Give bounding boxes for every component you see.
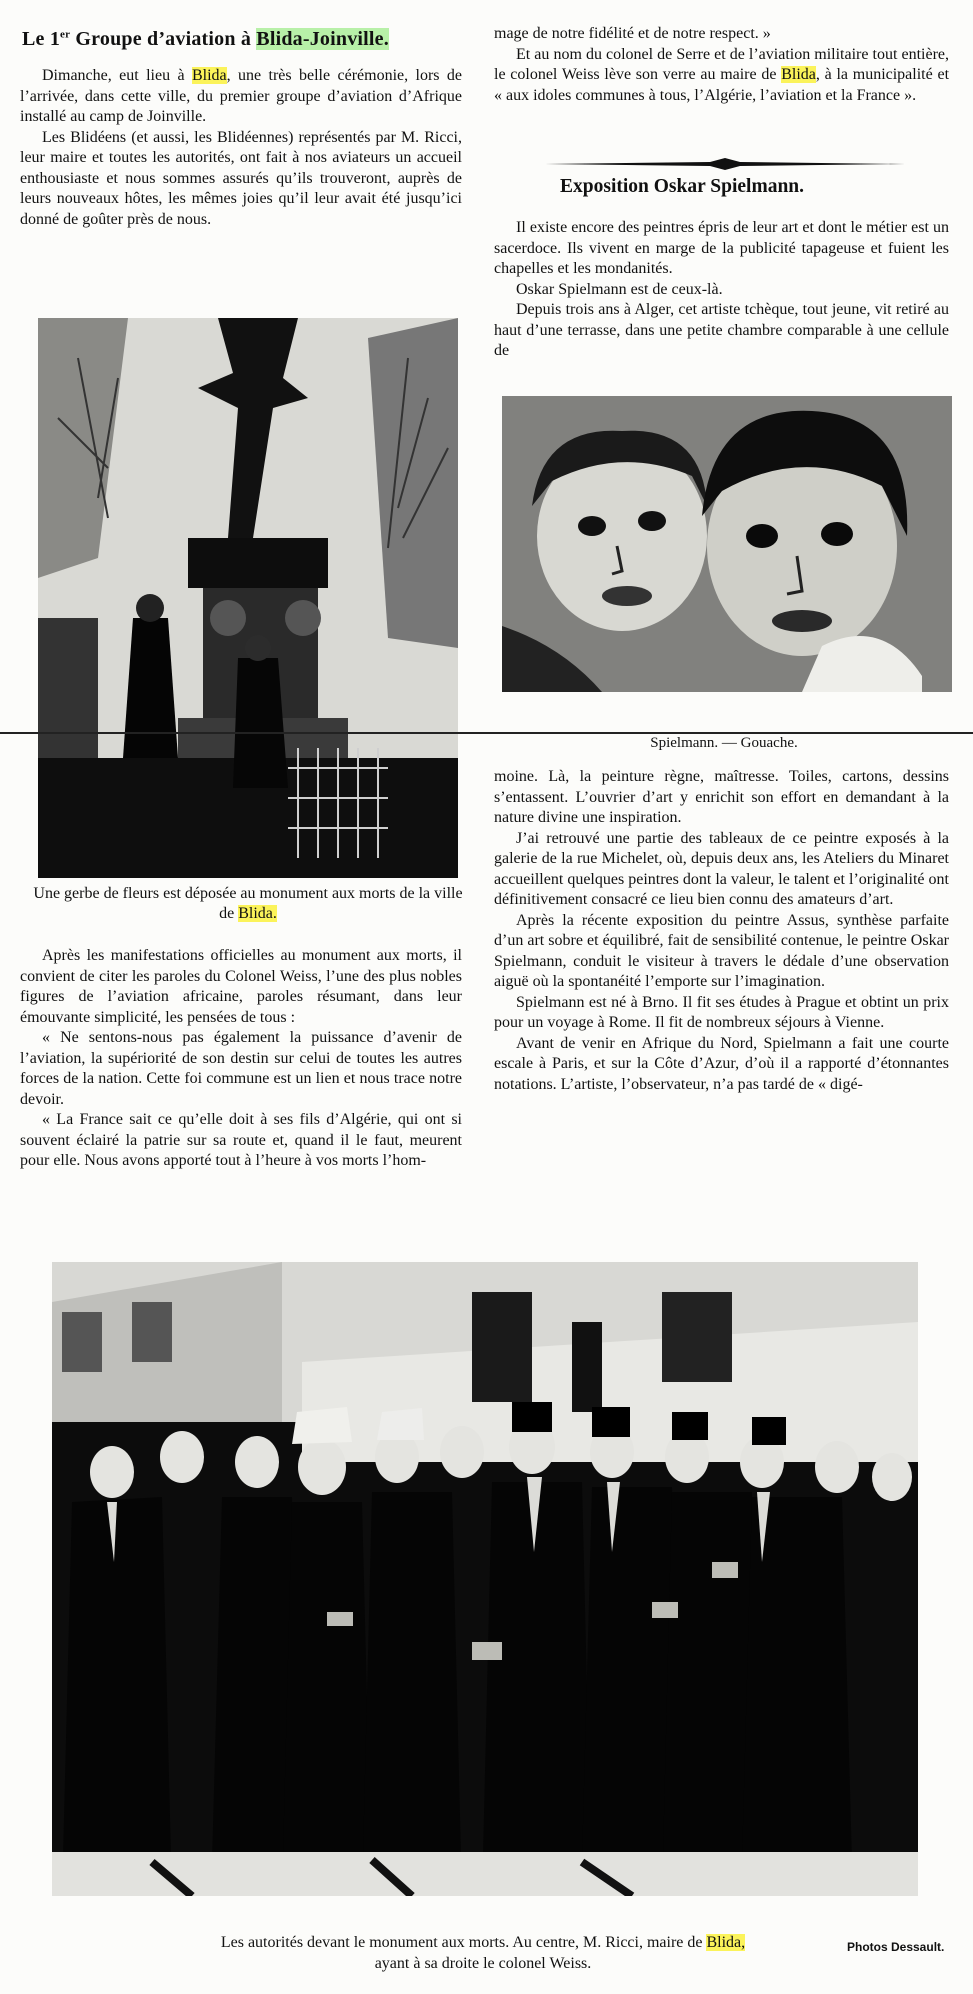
photo-authorities-caption: Les autorités devant le monument aux morts. Au centre, M. Ricci, maire de Blida, ayant à sa droite le colonel Weiss. xyxy=(220,1934,746,1972)
photo-spielmann-gouache xyxy=(502,396,952,692)
highlight-blida: Blida xyxy=(781,66,816,83)
paragraph: « La France sait ce qu’elle doit à ses fils d’Algérie, qui ont si souvent éclairé la patrie sur sa route et, quand il le faut, meurent pour elle. Nous avons apporté tout à l’heure à vos morts l’hom- xyxy=(20,1111,462,1169)
article-spielmann-body xyxy=(494,767,949,1095)
highlight-blida: Blida xyxy=(191,67,227,84)
section-divider-ornament xyxy=(545,158,905,170)
photo-authorities-group xyxy=(52,1262,918,1896)
paragraph: Après les manifestations officielles au monument aux morts, il convient de citer les paroles du Colonel Weiss, l’une des plus nobles figures de l’aviation africaine, paroles résumant, dans leur émouvante simplicité, les pensées de tous : xyxy=(20,947,462,1026)
photo-spielmann-caption: Spielmann. — Gouache. xyxy=(650,735,798,751)
paragraph: Oskar Spielmann est de ceux-là. xyxy=(516,280,723,298)
paragraph: Il existe encore des peintres épris de leur art et dont le métier est un sacerdoce. Ils vivent en marge de la publicité tapageuse et fuient les chapelles et les mondanités. xyxy=(494,219,949,277)
photo-monument-flowers xyxy=(38,318,458,878)
article-aviation-intro xyxy=(20,66,462,230)
photo-monument-caption: Une gerbe de fleurs est déposée au monument aux morts de la ville de Blida. xyxy=(33,885,463,922)
article-aviation-speech xyxy=(20,946,462,1172)
paragraph: Et au nom du colonel de Serre et de l’aviation militaire tout entière, le colonel Weiss lève son verre au maire de Blida, à la municipalité et « aux idoles communes à tous, l’Algérie, l’aviation et la France ». xyxy=(494,45,950,104)
article-title-aviation: Le 1er Groupe d’aviation à Blida-Joinville. xyxy=(22,28,389,50)
paragraph: « Ne sentons-nous pas également la puissance d’avenir de l’aviation, la supériorité de son destin sur celui de toutes les autres forces de la nation. Cette foi commune est un lien et nous trace notre devoir. xyxy=(20,1029,462,1108)
paragraph: mage de notre fidélité et de notre respect. » xyxy=(494,25,771,42)
paragraph: Depuis trois ans à Alger, cet artiste tchèque, tout jeune, vit retiré au haut d’une terrasse, dans une petite chambre comparable à une cellule de xyxy=(494,301,949,359)
authorities-photo-image xyxy=(52,1262,918,1896)
horizontal-rule xyxy=(0,732,973,734)
article-spielmann-intro xyxy=(494,218,949,362)
paragraph: Après la récente exposition du peintre Assus, synthèse parfaite d’un art sobre et équilibré, fait de sensibilité contenue, le peintre Oskar Spielmann, conduit le visiteur à travers le dédale d’une observation aiguë où la spontanéité l’emporte sur l’imagination. xyxy=(494,911,949,990)
gouache-image xyxy=(502,396,952,692)
photo-credit: Photos Dessault. xyxy=(847,1940,945,1954)
article-aviation-continuation xyxy=(494,24,949,106)
article-title-spielmann: Exposition Oskar Spielmann. xyxy=(560,176,805,197)
title-place-highlight: Blida-Joinville. xyxy=(256,28,389,50)
highlight-blida: Blida. xyxy=(238,905,277,922)
paragraph: Avant de venir en Afrique du Nord, Spielmann a fait une courte escale à Paris, et sur la Côte d’Azur, d’où il a rapporté d’étonnantes notations. L’artiste, l’observateur, n’a pas tardé de « digé- xyxy=(494,1034,949,1093)
paragraph: Les Blidéens (et aussi, les Blidéennes) représentés par M. Ricci, leur maire et toutes les autorités, ont fait à nos aviateurs un accueil enthousiaste et nous sommes assurés qu’ils trouveront, auprès de leurs nouveaux hôtes, les mêmes joies qu’il leur avait été jusqu’ici donné de goûter près de nous. xyxy=(20,128,462,228)
paragraph: moine. Là, la peinture règne, maîtresse. Toiles, cartons, dessins s’entassent. L’ouvrier d’art y enrichit son effort en demandant à la nature divine une inspiration. xyxy=(494,768,949,826)
paragraph: Spielmann est né à Brno. Il fit ses études à Prague et obtint un prix pour un voyage à Rome. Il fit de nombreux séjours à Vienne. xyxy=(494,993,949,1031)
paragraph: Dimanche, eut lieu à Blida, une très belle cérémonie, lors de l’arrivée, dans cette ville, du premier groupe d’aviation d’Afrique installé au camp de Joinville. xyxy=(20,67,462,125)
paragraph: J’ai retrouvé une partie des tableaux de ce peintre exposés à la galerie de la rue Michelet, où, depuis deux ans, les Ateliers du Minaret accueillent quelques peintres dont la valeur, le talent et l’originalité ont définitivement consacré ce lieu bien connu des amateurs d’art. xyxy=(494,829,949,908)
highlight-blida: Blida, xyxy=(706,1934,746,1951)
monument-photo-image xyxy=(38,318,458,878)
